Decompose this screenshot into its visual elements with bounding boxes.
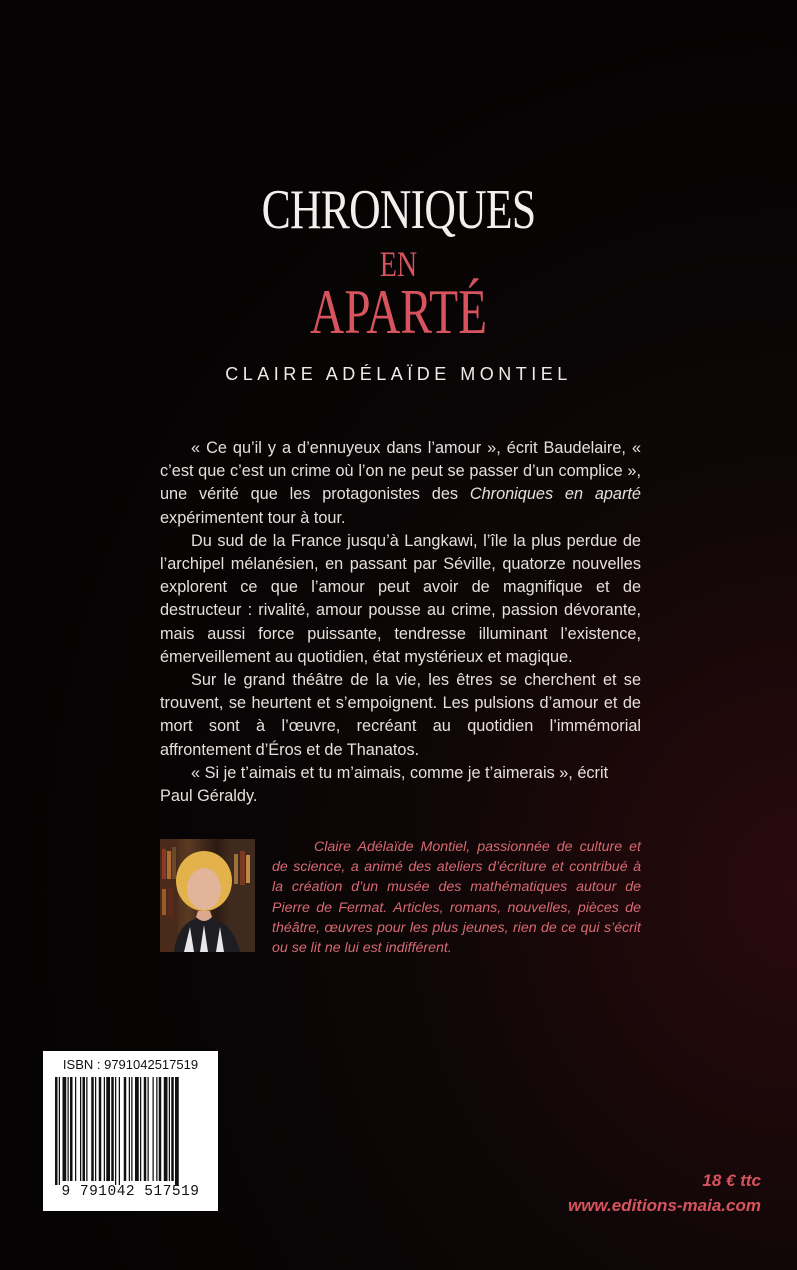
barcode-digits: 9 791042 517519 <box>61 1184 200 1200</box>
publisher-website[interactable]: www.editions-maia.com <box>567 1196 761 1215</box>
title-line-en: EN <box>379 244 418 284</box>
book-title-italic: Chroniques en aparté <box>469 485 641 504</box>
author-photo <box>160 839 255 952</box>
barcode-icon <box>53 1077 208 1185</box>
blurb-paragraph-1: « Ce qu’il y a d’ennuyeux dans l’amour », écrit Baudelaire, « c’est que c’est un crime où l’on ne peut se passer d’un complice », une vérité que les protagonistes des Chroniques en aparté expérimentent tour à tour. <box>160 439 641 527</box>
author-bio: Claire Adélaïde Montiel, passionnée de culture et de science, a animé des ateliers d’écriture et contribué à la création d’un musée des mathématiques autour de Pierre de Fermat. Articles, romans, nouvelles, pièces de théâtre, œuvres pour les plus jeunes, rien de ce qui s’écrit ou se lit ne lui est indifférent. <box>272 839 641 957</box>
isbn-barcode <box>43 1051 218 1211</box>
blurb-paragraph-2: Du sud de la France jusqu’à Langkawi, l’île la plus perdue de l’archipel mélanésien, en passant par Séville, quatorze nouvelles explorent ce que l’amour peut avoir de magnifique et de destructeur : rivalité, amour pousse au crime, passion dévorante, mais aussi force puissante, tendresse illuminant l’existence, émerveillement au quotidien, état mystérieux et magique. <box>160 531 641 666</box>
author-name: CLAIRE ADÉLAÏDE MONTIEL <box>225 364 572 384</box>
title-line-aparte: APARTÉ <box>310 276 487 347</box>
isbn-label: ISBN : 9791042517519 <box>62 1057 199 1072</box>
blurb-paragraph-4: « Si je t’aimais et tu m’aimais, comme je t’aimerais », écrit Paul Géraldy. <box>160 763 609 806</box>
blurb-paragraph-3: Sur le grand théâtre de la vie, les êtres se cherchent et se trouvent, se heurtent et s’empoignent. Les pulsions d’amour et de mort sont à l’œuvre, recréant au quotidien l’immémorial affrontement d’Éros et de Thanatos. <box>160 671 641 759</box>
title-line-chroniques: CHRONIQUES <box>261 179 536 241</box>
author-portrait-icon <box>160 839 255 952</box>
book-blurb <box>160 437 641 808</box>
price: 18 € ttc <box>702 1171 761 1190</box>
